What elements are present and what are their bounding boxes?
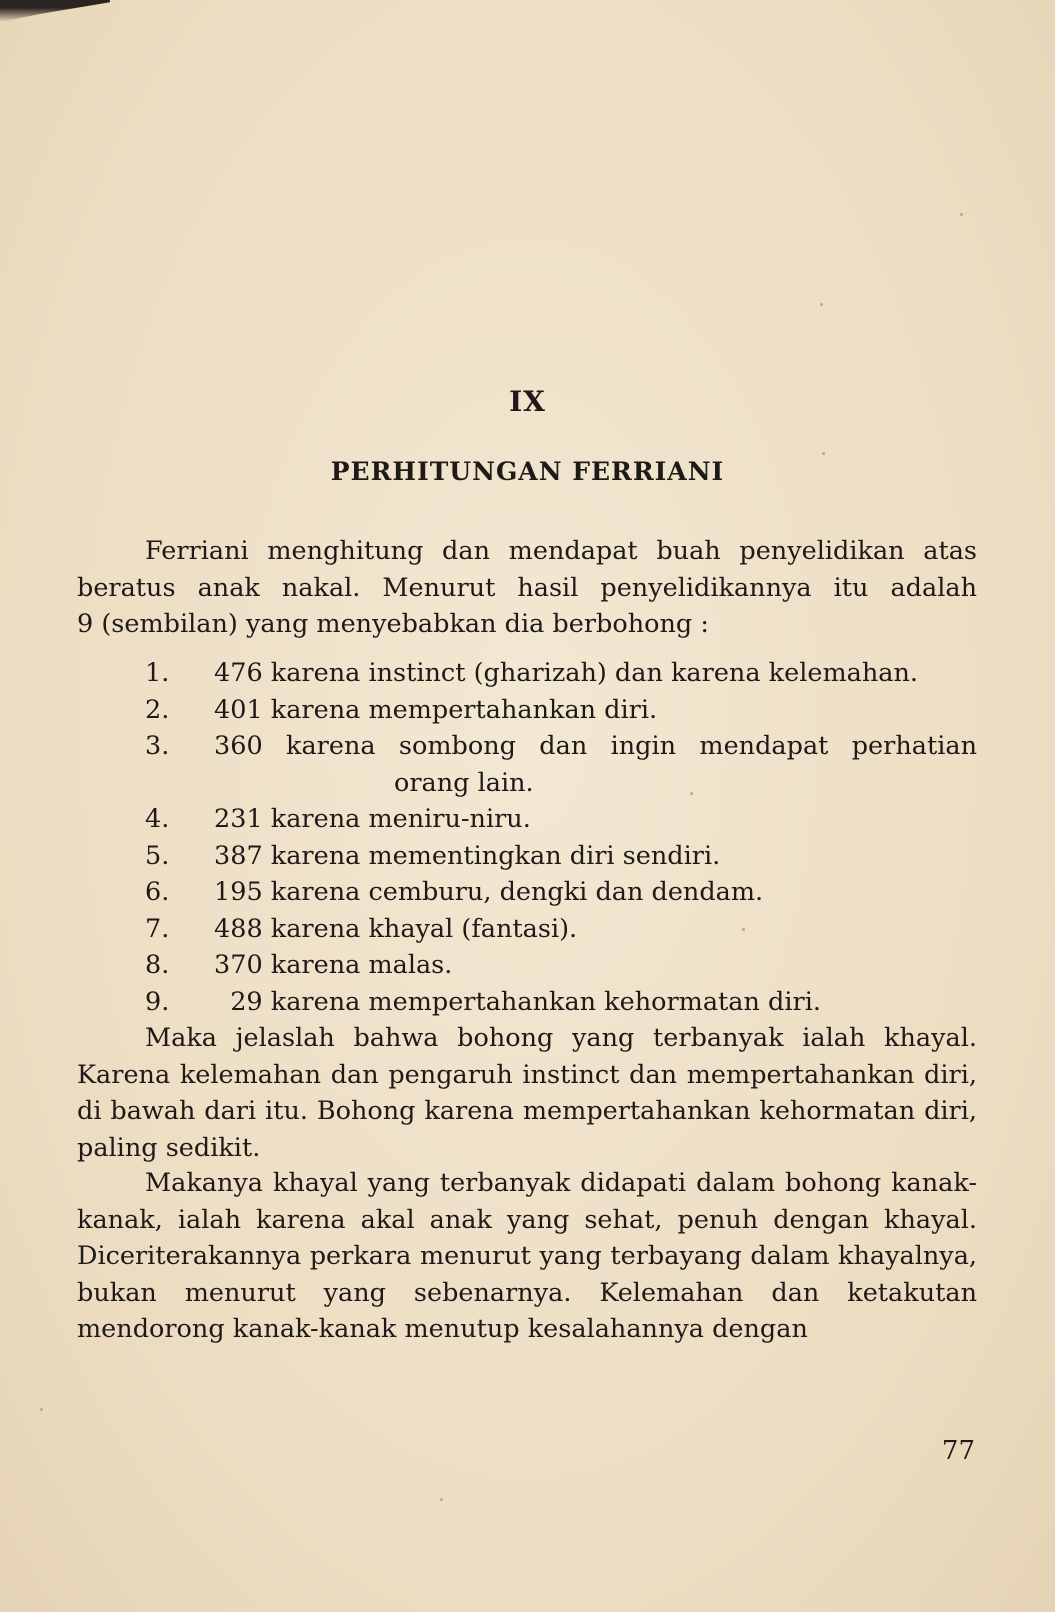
list-item-text: 231 karena meniru-niru.	[214, 804, 531, 834]
intro-line: beratus anak nakal. Menurut hasil penyelidikannya itu adalah	[77, 572, 977, 603]
list-item	[77, 728, 977, 801]
list-item-number: 8.	[145, 950, 170, 980]
page-number: 77	[941, 1436, 975, 1466]
causes-list	[77, 655, 977, 1020]
body-paragraph: Makanya khayal yang terbanyak didapati dalam bohong kanak-kanak, ialah karena akal anak yang sehat, penuh dengan khayal. Diceriterakannya perkara menurut yang terbayang dalam khayalnya, bukan menurut yang sebenarnya. Kelemahan dan ketakutan mendorong kanak-kanak menutup kesalahannya dengan	[77, 1168, 977, 1344]
list-item	[77, 801, 977, 838]
list-item	[77, 911, 977, 948]
body-paragraph: Maka jelaslah bahwa bohong yang terbanyak ialah khayal. Karena kelemahan dan pengaruh instinct dan mempertahankan diri, di bawah dari itu. Bohong karena mempertahankan kehormatan diri, paling sedikit.	[77, 1023, 977, 1163]
list-item-text: 370 karena malas.	[214, 950, 453, 980]
list-item-number: 6.	[145, 877, 170, 907]
list-item-text: 29 karena mempertahankan kehormatan diri.	[214, 986, 821, 1017]
list-item-continuation: orang lain.	[394, 767, 534, 798]
paper-speck	[440, 1498, 443, 1501]
list-item-text: 387 karena mementingkan diri sendiri.	[214, 840, 721, 871]
intro-line: 9 (sembilan) yang menyebabkan dia berbohong :	[77, 609, 709, 639]
list-item-number: 7.	[145, 913, 170, 944]
list-item	[77, 947, 977, 984]
chapter-number: IX	[509, 385, 546, 418]
list-item-number: 3.	[145, 731, 170, 761]
paper-speck	[960, 213, 963, 216]
list-item-text: 360 karena sombong dan ingin mendapat perhatian	[214, 731, 977, 761]
chapter-title: PERHITUNGAN FERRIANI	[330, 457, 725, 486]
list-item	[77, 692, 977, 729]
list-item-text: 476 karena instinct (gharizah) dan karena kelemahan.	[214, 658, 918, 688]
list-item-text: 401 karena mempertahankan diri.	[214, 694, 658, 725]
list-item-text: 195 karena cemburu, dengki dan dendam.	[214, 877, 764, 907]
scan-corner-mark	[0, 0, 110, 22]
list-item	[77, 838, 977, 875]
paper-speck	[40, 1408, 43, 1411]
list-item-number: 5.	[145, 840, 170, 871]
list-item-number: 9.	[145, 986, 170, 1017]
intro-line: Ferriani menghitung dan mendapat buah penyelidikan atas	[145, 536, 977, 566]
paper-speck	[822, 452, 825, 455]
list-item-number: 4.	[145, 804, 170, 834]
list-item-number: 1.	[145, 658, 170, 688]
intro-paragraph	[77, 533, 977, 643]
list-item	[77, 874, 977, 911]
paper-speck	[820, 303, 823, 306]
list-item-number: 2.	[145, 694, 170, 725]
list-item	[77, 984, 977, 1021]
list-item-text: 488 karena khayal (fantasi).	[214, 913, 578, 944]
list-item	[77, 655, 977, 692]
